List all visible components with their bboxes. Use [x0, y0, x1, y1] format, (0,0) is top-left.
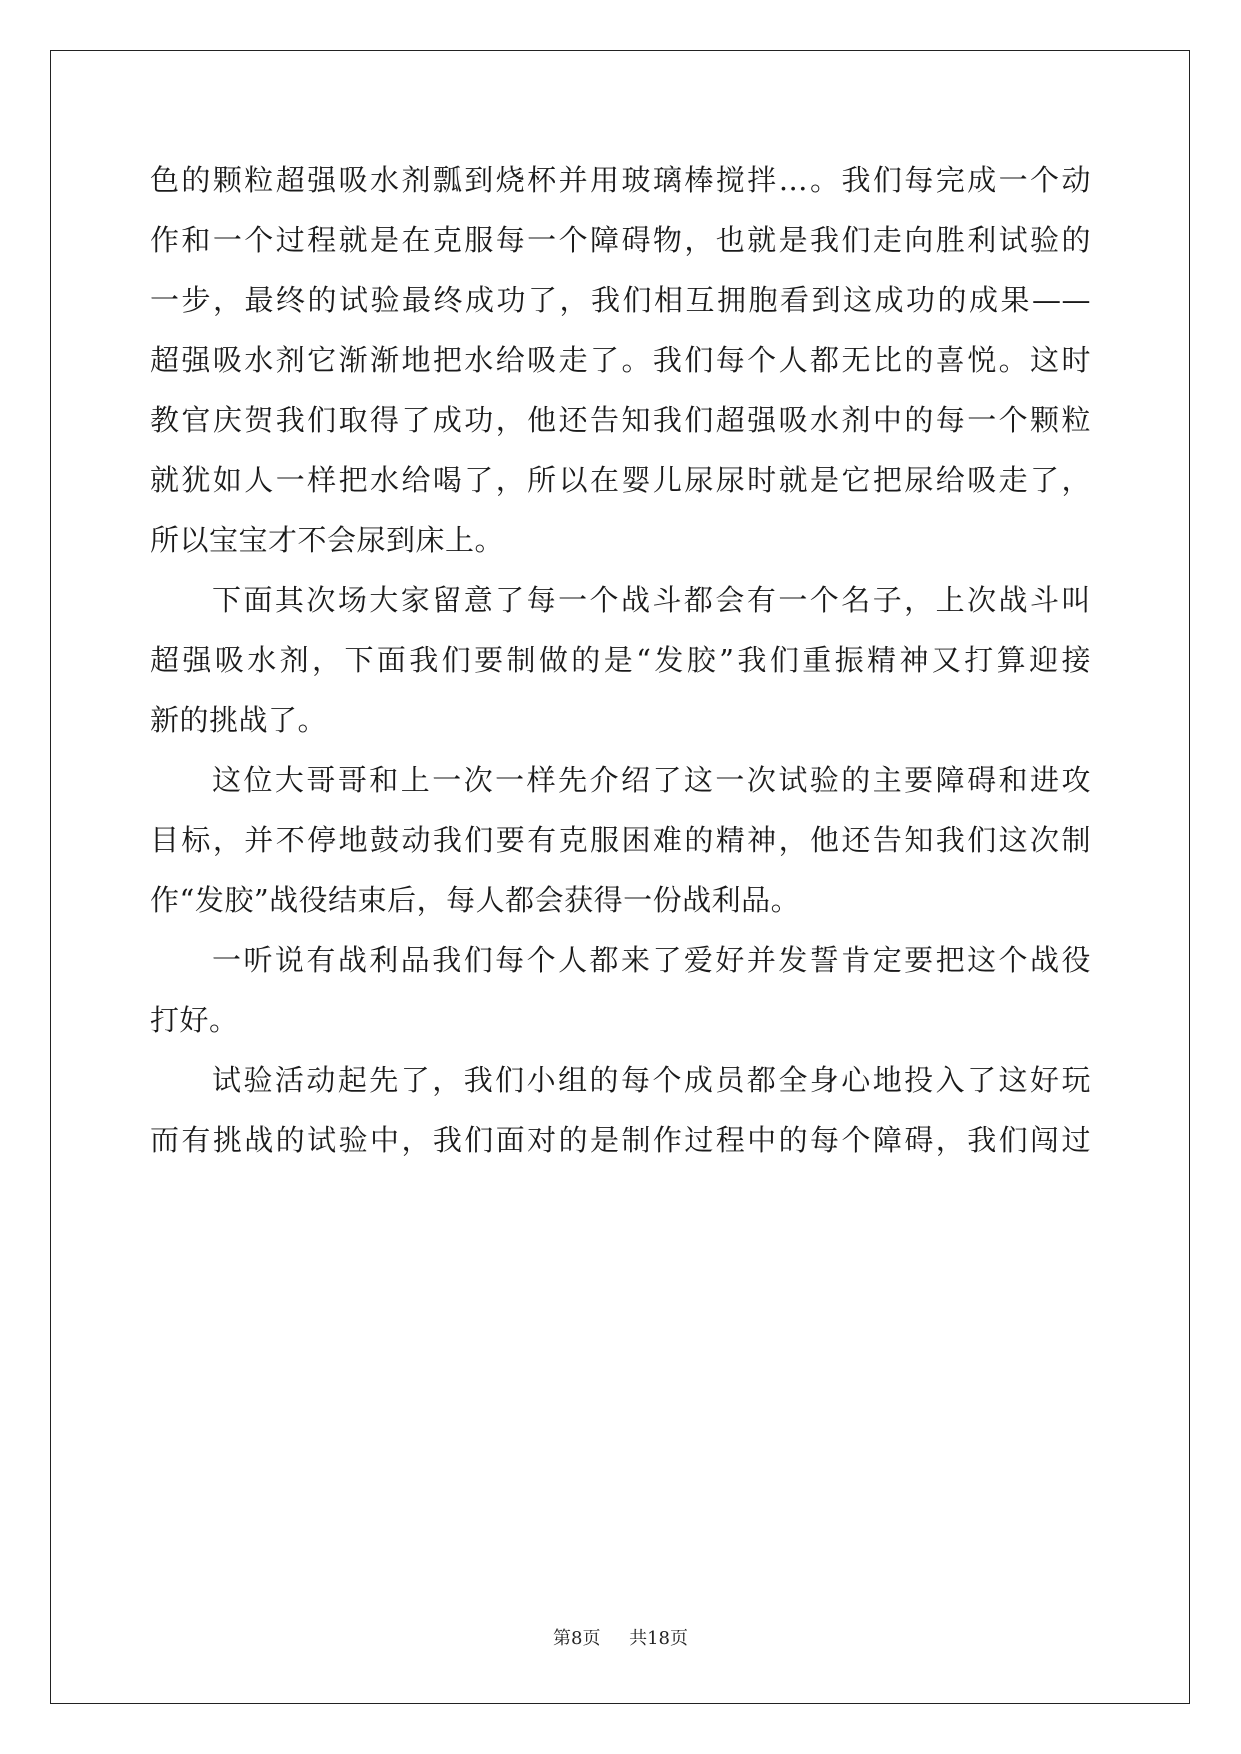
text-line: 一步，最终的试验最终成功了，我们相互拥胞看到这成功的成果—— [150, 283, 1091, 317]
text-line: 作和一个过程就是在克服每一个障碍物，也就是我们走向胜利试验的 [150, 223, 1091, 257]
page-number: 第8页 [553, 1628, 601, 1649]
text-line: 目标，并不停地鼓动我们要有克服困难的精神，他还告知我们这次制 [150, 823, 1091, 857]
page-total: 共18页 [629, 1628, 688, 1649]
text-line: 就犹如人一样把水给喝了，所以在婴儿尿尿时就是它把尿给吸走了， [150, 463, 1091, 497]
document-body [150, 150, 1091, 1170]
paragraph-first-line: 下面其次场大家留意了每一个战斗都会有一个名子，上次战斗叫 [212, 583, 1091, 617]
text-line: 色的颗粒超强吸水剂瓢到烧杯并用玻璃棒搅拌…。我们每完成一个动 [150, 163, 1091, 197]
text-line: 超强吸水剂，下面我们要制做的是“发胶”我们重振精神又打算迎接 [150, 643, 1091, 677]
paragraph-first-line: 一听说有战利品我们每个人都来了爱好并发誓肯定要把这个战役 [212, 943, 1091, 977]
text-line: 超强吸水剂它渐渐地把水给吸走了。我们每个人都无比的喜悦。这时 [150, 343, 1091, 377]
text-line: 而有挑战的试验中，我们面对的是制作过程中的每个障碍，我们闯过 [150, 1123, 1091, 1157]
text-line: 教官庆贺我们取得了成功，他还告知我们超强吸水剂中的每一个颗粒 [150, 403, 1091, 437]
page-footer [0, 1627, 1241, 1651]
paragraph-first-line: 试验活动起先了，我们小组的每个成员都全身心地投入了这好玩 [212, 1063, 1091, 1097]
text-line: 打好。 [150, 1003, 239, 1037]
text-line: 新的挑战了。 [150, 703, 328, 737]
text-line: 所以宝宝才不会尿到床上。 [150, 523, 505, 557]
text-line: 作“发胶”战役结束后，每人都会获得一份战利品。 [150, 883, 801, 917]
paragraph-first-line: 这位大哥哥和上一次一样先介绍了这一次试验的主要障碍和进攻 [212, 763, 1091, 797]
